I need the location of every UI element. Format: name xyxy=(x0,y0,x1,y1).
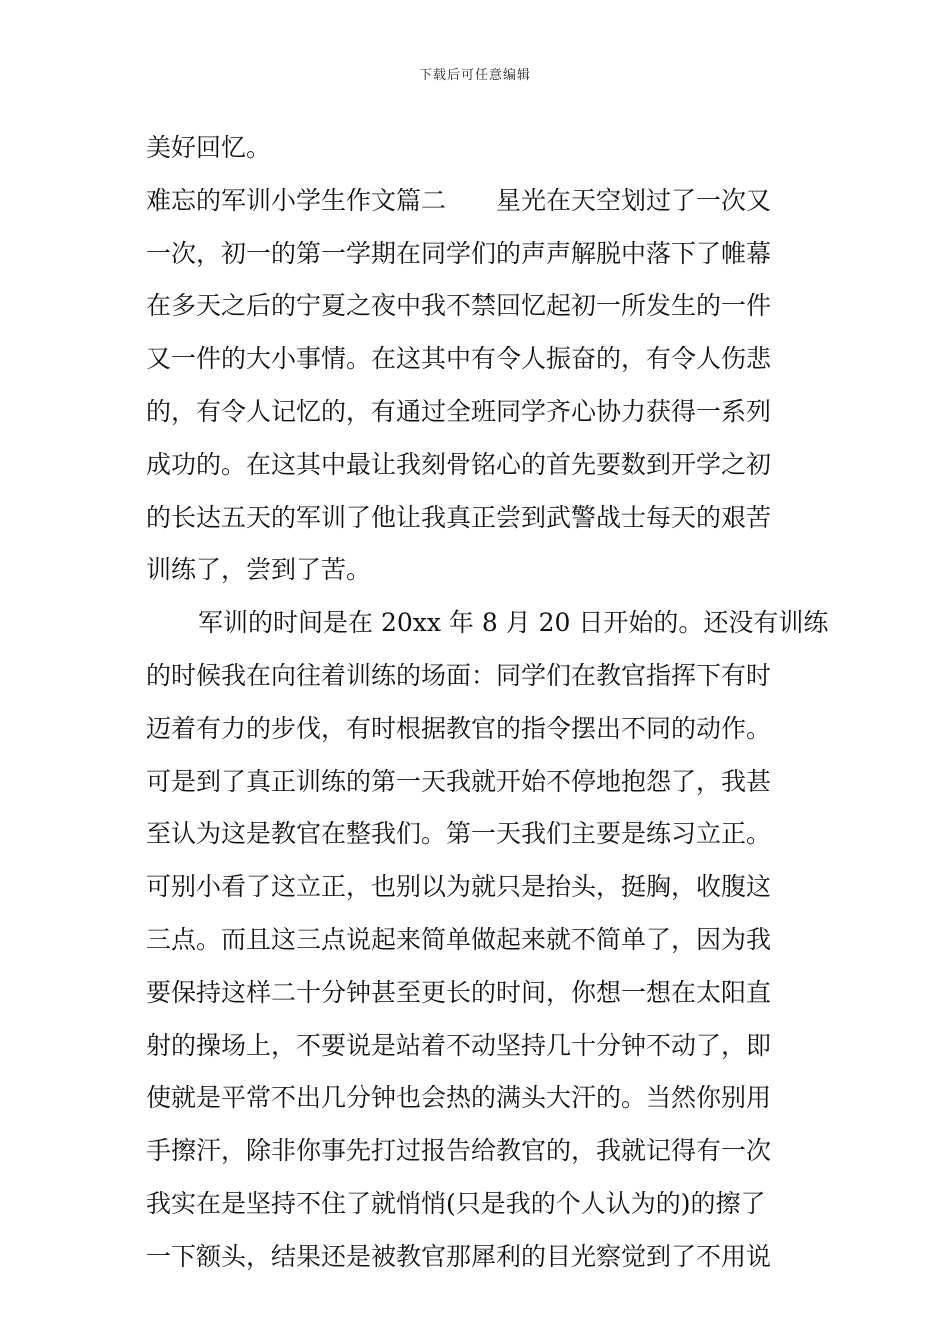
document-body xyxy=(146,122,829,1284)
text-line: 又一件的大小事情。在这其中有令人振奋的，有令人伤悲 xyxy=(146,344,772,374)
text-line: 美好回忆。 xyxy=(146,133,272,162)
section-heading: 难忘的军训小学生作文篇二 xyxy=(146,185,447,215)
text-line: 三点。而且这三点说起来简单做起来就不简单了，因为我 xyxy=(146,924,772,954)
text-line: 至认为这是教官在整我们。第一天我们主要是练习立正。 xyxy=(146,819,772,849)
text-line: 一下额头，结果还是被教官那犀利的目光察觉到了不用说 xyxy=(146,1241,772,1271)
text-line: 要保持这样二十分钟甚至更长的时间，你想一想在太阳直 xyxy=(146,977,772,1007)
text-line: 星光在天空划过了一次又 xyxy=(496,185,772,215)
text-line: 射的操场上，不要说是站着不动坚持几十分钟不动了，即 xyxy=(146,1030,772,1060)
text-line: 可别小看了这立正，也别以为就只是抬头，挺胸，收腹这 xyxy=(146,872,772,902)
text-line: 迈着有力的步伐，有时根据教官的指令摆出不同的动作。 xyxy=(146,713,772,743)
text-line: 训练了，尝到了苦。 xyxy=(146,555,372,585)
text-line: 在多天之后的宁夏之夜中我不禁回忆起初一所发生的一件 xyxy=(146,291,772,321)
text-line: 手擦汗，除非你事先打过报告给教官的，我就记得有一次 xyxy=(146,1136,772,1166)
page-header: 下载后可任意编辑 xyxy=(418,68,531,83)
text-line-with-heading xyxy=(146,175,808,228)
text-line: 成功的。在这其中最让我刻骨铭心的首先要数到开学之初 xyxy=(146,449,772,479)
text-line: 的，有令人记忆的，有通过全班同学齐心协力获得一系列 xyxy=(146,396,772,426)
paragraph-first-line: 军训的时间是在 20xx 年 8 月 20 日开始的。还没有训练 xyxy=(198,608,829,638)
text-line: 的长达五天的军训了他让我真正尝到武警战士每天的艰苦 xyxy=(146,502,772,532)
text-line: 的时候我在向往着训练的场面：同学们在教官指挥下有时 xyxy=(146,660,772,690)
text-line: 一次，初一的第一学期在同学们的声声解脱中落下了帷幕 xyxy=(146,238,772,268)
text-line: 我实在是坚持不住了就悄悄(只是我的个人认为的)的擦了 xyxy=(146,1188,766,1218)
text-line: 可是到了真正训练的第一天我就开始不停地抱怨了，我甚 xyxy=(146,766,772,796)
text-line: 使就是平常不出几分钟也会热的满头大汗的。当然你别用 xyxy=(146,1083,772,1113)
